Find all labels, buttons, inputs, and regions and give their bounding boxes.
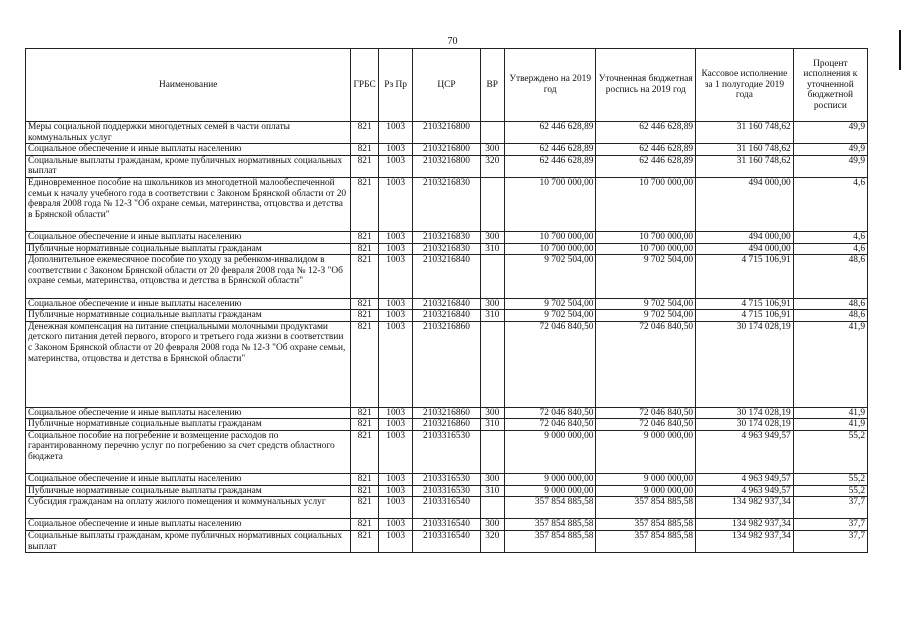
row-cash: 30 174 028,19 xyxy=(696,407,794,419)
row-csr: 2103316540 xyxy=(413,519,480,531)
row-revised: 10 700 000,00 xyxy=(596,243,696,255)
row-percent: 37,7 xyxy=(793,531,867,553)
row-name: Субсидия гражданам на оплату жилого помещения и коммунальных услуг xyxy=(26,497,351,519)
row-vr xyxy=(480,430,504,473)
row-cash: 134 982 937,34 xyxy=(696,531,794,553)
row-name: Публичные нормативные социальные выплаты гражданам xyxy=(26,485,351,497)
row-rzpr: 1003 xyxy=(378,255,413,298)
row-rzpr: 1003 xyxy=(378,177,413,231)
row-percent: 48,6 xyxy=(793,310,867,322)
row-csr: 2103216800 xyxy=(413,155,480,177)
row-grbs: 821 xyxy=(351,497,378,519)
row-name: Социальное обеспечение и иные выплаты населению xyxy=(26,407,351,419)
row-grbs: 821 xyxy=(351,485,378,497)
row-approved: 62 446 628,89 xyxy=(504,144,596,156)
budget-table xyxy=(25,48,868,553)
header-csr: ЦСР xyxy=(413,49,480,122)
row-grbs: 821 xyxy=(351,321,378,407)
row-rzpr: 1003 xyxy=(378,474,413,486)
row-cash: 4 715 106,91 xyxy=(696,298,794,310)
row-rzpr: 1003 xyxy=(378,430,413,473)
table-row xyxy=(26,155,868,177)
row-approved: 9 000 000,00 xyxy=(504,430,596,473)
row-csr: 2103316540 xyxy=(413,531,480,553)
row-revised: 9 000 000,00 xyxy=(596,485,696,497)
row-csr: 2103316540 xyxy=(413,497,480,519)
row-percent: 37,7 xyxy=(793,497,867,519)
row-name: Публичные нормативные социальные выплаты гражданам xyxy=(26,310,351,322)
row-percent: 41,9 xyxy=(793,419,867,431)
row-grbs: 821 xyxy=(351,144,378,156)
table-row xyxy=(26,407,868,419)
table-row xyxy=(26,231,868,243)
row-percent: 49,9 xyxy=(793,155,867,177)
row-rzpr: 1003 xyxy=(378,497,413,519)
row-percent: 55,2 xyxy=(793,430,867,473)
table-row xyxy=(26,298,868,310)
row-name: Социальное обеспечение и иные выплаты населению xyxy=(26,298,351,310)
row-name: Публичные нормативные социальные выплаты гражданам xyxy=(26,419,351,431)
row-rzpr: 1003 xyxy=(378,155,413,177)
table-row xyxy=(26,497,868,519)
row-vr: 310 xyxy=(480,485,504,497)
table-row xyxy=(26,531,868,553)
row-vr: 300 xyxy=(480,474,504,486)
row-approved: 10 700 000,00 xyxy=(504,243,596,255)
page-number: 70 xyxy=(447,36,458,47)
row-grbs: 821 xyxy=(351,430,378,473)
row-vr: 310 xyxy=(480,419,504,431)
row-cash: 4 715 106,91 xyxy=(696,310,794,322)
row-approved: 9 702 504,00 xyxy=(504,298,596,310)
row-csr: 2103216860 xyxy=(413,407,480,419)
row-rzpr: 1003 xyxy=(378,531,413,553)
row-approved: 9 000 000,00 xyxy=(504,485,596,497)
table-row xyxy=(26,321,868,407)
row-revised: 9 000 000,00 xyxy=(596,474,696,486)
table-row xyxy=(26,485,868,497)
row-vr: 320 xyxy=(480,531,504,553)
table-row xyxy=(26,255,868,298)
row-name: Социальное обеспечение и иные выплаты населению xyxy=(26,144,351,156)
table-row xyxy=(26,430,868,473)
row-csr: 2103216840 xyxy=(413,310,480,322)
row-revised: 357 854 885,58 xyxy=(596,531,696,553)
header-revised: Уточненная бюджетная роспись на 2019 год xyxy=(596,49,696,122)
table-row xyxy=(26,419,868,431)
row-revised: 9 702 504,00 xyxy=(596,310,696,322)
row-vr xyxy=(480,122,504,144)
row-approved: 72 046 840,50 xyxy=(504,419,596,431)
row-grbs: 821 xyxy=(351,231,378,243)
row-approved: 10 700 000,00 xyxy=(504,231,596,243)
row-vr: 310 xyxy=(480,243,504,255)
row-revised: 72 046 840,50 xyxy=(596,407,696,419)
row-revised: 10 700 000,00 xyxy=(596,177,696,231)
row-approved: 357 854 885,58 xyxy=(504,531,596,553)
table-row xyxy=(26,474,868,486)
row-grbs: 821 xyxy=(351,155,378,177)
row-cash: 4 963 949,57 xyxy=(696,485,794,497)
row-approved: 357 854 885,58 xyxy=(504,519,596,531)
row-name: Единовременное пособие на школьников из многодетной малообеспеченной семьи к началу учебного года в соответствии с Законом Брянской области от 20 февраля 2008 года № 12-З "Об охране семьи, материнства, отцовства и детства в Брянской области" xyxy=(26,177,351,231)
margin-rule xyxy=(899,30,901,70)
row-rzpr: 1003 xyxy=(378,407,413,419)
row-approved: 9 702 504,00 xyxy=(504,255,596,298)
row-percent: 4,6 xyxy=(793,231,867,243)
row-cash: 4 963 949,57 xyxy=(696,474,794,486)
row-csr: 2103316530 xyxy=(413,485,480,497)
row-name: Социальные выплаты гражданам, кроме публичных нормативных социальных выплат xyxy=(26,531,351,553)
row-csr: 2103316530 xyxy=(413,430,480,473)
row-csr: 2103216840 xyxy=(413,255,480,298)
row-name: Меры социальной поддержки многодетных семей в части оплаты коммунальных услуг xyxy=(26,122,351,144)
row-rzpr: 1003 xyxy=(378,519,413,531)
row-revised: 72 046 840,50 xyxy=(596,419,696,431)
row-percent: 41,9 xyxy=(793,321,867,407)
header-name: Наименование xyxy=(26,49,351,122)
row-rzpr: 1003 xyxy=(378,122,413,144)
row-approved: 72 046 840,50 xyxy=(504,407,596,419)
row-revised: 62 446 628,89 xyxy=(596,155,696,177)
table-row xyxy=(26,122,868,144)
row-name: Социальные выплаты гражданам, кроме публичных нормативных социальных выплат xyxy=(26,155,351,177)
row-csr: 2103216800 xyxy=(413,122,480,144)
table-row xyxy=(26,177,868,231)
row-percent: 41,9 xyxy=(793,407,867,419)
row-cash: 4 963 949,57 xyxy=(696,430,794,473)
row-vr: 320 xyxy=(480,155,504,177)
row-percent: 55,2 xyxy=(793,485,867,497)
row-csr: 2103216840 xyxy=(413,298,480,310)
table-header xyxy=(26,49,868,122)
row-approved: 10 700 000,00 xyxy=(504,177,596,231)
row-grbs: 821 xyxy=(351,122,378,144)
row-name: Публичные нормативные социальные выплаты гражданам xyxy=(26,243,351,255)
row-approved: 357 854 885,58 xyxy=(504,497,596,519)
row-cash: 4 715 106,91 xyxy=(696,255,794,298)
row-vr: 300 xyxy=(480,407,504,419)
row-rzpr: 1003 xyxy=(378,243,413,255)
row-grbs: 821 xyxy=(351,298,378,310)
table-row xyxy=(26,144,868,156)
row-vr: 300 xyxy=(480,519,504,531)
row-csr: 2103316530 xyxy=(413,474,480,486)
row-grbs: 821 xyxy=(351,407,378,419)
row-vr: 300 xyxy=(480,231,504,243)
row-name: Социальное обеспечение и иные выплаты населению xyxy=(26,474,351,486)
row-revised: 9 702 504,00 xyxy=(596,255,696,298)
row-grbs: 821 xyxy=(351,255,378,298)
row-rzpr: 1003 xyxy=(378,298,413,310)
row-approved: 9 702 504,00 xyxy=(504,310,596,322)
row-revised: 72 046 840,50 xyxy=(596,321,696,407)
row-csr: 2103216830 xyxy=(413,231,480,243)
row-revised: 357 854 885,58 xyxy=(596,519,696,531)
table-row xyxy=(26,243,868,255)
row-grbs: 821 xyxy=(351,310,378,322)
row-vr xyxy=(480,177,504,231)
row-percent: 49,9 xyxy=(793,122,867,144)
row-grbs: 821 xyxy=(351,243,378,255)
row-grbs: 821 xyxy=(351,531,378,553)
header-percent: Процент исполнения к уточненной бюджетной росписи xyxy=(793,49,867,122)
row-name: Денежная компенсация на питание специальными молочными продуктами детского питания детей первого, второго и третьего года жизни в соответствии с Законом Брянской области от 20 февраля 2008 года № 12-З "Об охране семьи, материнства, отцовства и детства в Брянской области" xyxy=(26,321,351,407)
row-percent: 4,6 xyxy=(793,243,867,255)
row-rzpr: 1003 xyxy=(378,310,413,322)
row-percent: 55,2 xyxy=(793,474,867,486)
row-revised: 357 854 885,58 xyxy=(596,497,696,519)
row-rzpr: 1003 xyxy=(378,419,413,431)
row-vr: 310 xyxy=(480,310,504,322)
row-cash: 31 160 748,62 xyxy=(696,155,794,177)
row-rzpr: 1003 xyxy=(378,485,413,497)
row-percent: 37,7 xyxy=(793,519,867,531)
header-vr: ВР xyxy=(480,49,504,122)
row-grbs: 821 xyxy=(351,519,378,531)
row-percent: 49,9 xyxy=(793,144,867,156)
row-csr: 2103216830 xyxy=(413,243,480,255)
row-percent: 48,6 xyxy=(793,255,867,298)
row-approved: 62 446 628,89 xyxy=(504,122,596,144)
header-rzpr: Рз Пр xyxy=(378,49,413,122)
row-name: Социальное обеспечение и иные выплаты населению xyxy=(26,519,351,531)
table-body xyxy=(26,122,868,553)
row-rzpr: 1003 xyxy=(378,231,413,243)
row-vr xyxy=(480,255,504,298)
row-cash: 31 160 748,62 xyxy=(696,144,794,156)
row-cash: 30 174 028,19 xyxy=(696,419,794,431)
row-vr xyxy=(480,321,504,407)
row-vr: 300 xyxy=(480,144,504,156)
row-csr: 2103216860 xyxy=(413,321,480,407)
row-approved: 9 000 000,00 xyxy=(504,474,596,486)
row-cash: 494 000,00 xyxy=(696,177,794,231)
row-grbs: 821 xyxy=(351,474,378,486)
row-percent: 4,6 xyxy=(793,177,867,231)
row-csr: 2103216830 xyxy=(413,177,480,231)
header-approved: Утверждено на 2019 год xyxy=(504,49,596,122)
row-approved: 62 446 628,89 xyxy=(504,155,596,177)
row-revised: 9 000 000,00 xyxy=(596,430,696,473)
row-grbs: 821 xyxy=(351,177,378,231)
row-rzpr: 1003 xyxy=(378,321,413,407)
row-cash: 494 000,00 xyxy=(696,231,794,243)
row-csr: 2103216860 xyxy=(413,419,480,431)
row-revised: 62 446 628,89 xyxy=(596,122,696,144)
row-csr: 2103216800 xyxy=(413,144,480,156)
row-cash: 134 982 937,34 xyxy=(696,497,794,519)
row-approved: 72 046 840,50 xyxy=(504,321,596,407)
row-name: Социальное обеспечение и иные выплаты населению xyxy=(26,231,351,243)
row-name: Дополнительное ежемесячное пособие по уходу за ребенком-инвалидом в соответствии с Законом Брянской области от 20 февраля 2008 года № 12-З "Об охране семьи, материнства, отцовства и детства в Брянской области" xyxy=(26,255,351,298)
table-row xyxy=(26,310,868,322)
row-cash: 134 982 937,34 xyxy=(696,519,794,531)
row-revised: 9 702 504,00 xyxy=(596,298,696,310)
row-cash: 30 174 028,19 xyxy=(696,321,794,407)
row-rzpr: 1003 xyxy=(378,144,413,156)
row-percent: 48,6 xyxy=(793,298,867,310)
row-cash: 31 160 748,62 xyxy=(696,122,794,144)
row-revised: 10 700 000,00 xyxy=(596,231,696,243)
row-vr xyxy=(480,497,504,519)
row-vr: 300 xyxy=(480,298,504,310)
header-grbs: ГРБС xyxy=(351,49,378,122)
row-name: Социальное пособие на погребение и возмещение расходов по гарантированному перечню услуг по погребению за счет средств областного бюджета xyxy=(26,430,351,473)
row-revised: 62 446 628,89 xyxy=(596,144,696,156)
table-row xyxy=(26,519,868,531)
row-grbs: 821 xyxy=(351,419,378,431)
row-cash: 494 000,00 xyxy=(696,243,794,255)
header-cash: Кассовое исполнение за 1 полугодие 2019 года xyxy=(696,49,794,122)
